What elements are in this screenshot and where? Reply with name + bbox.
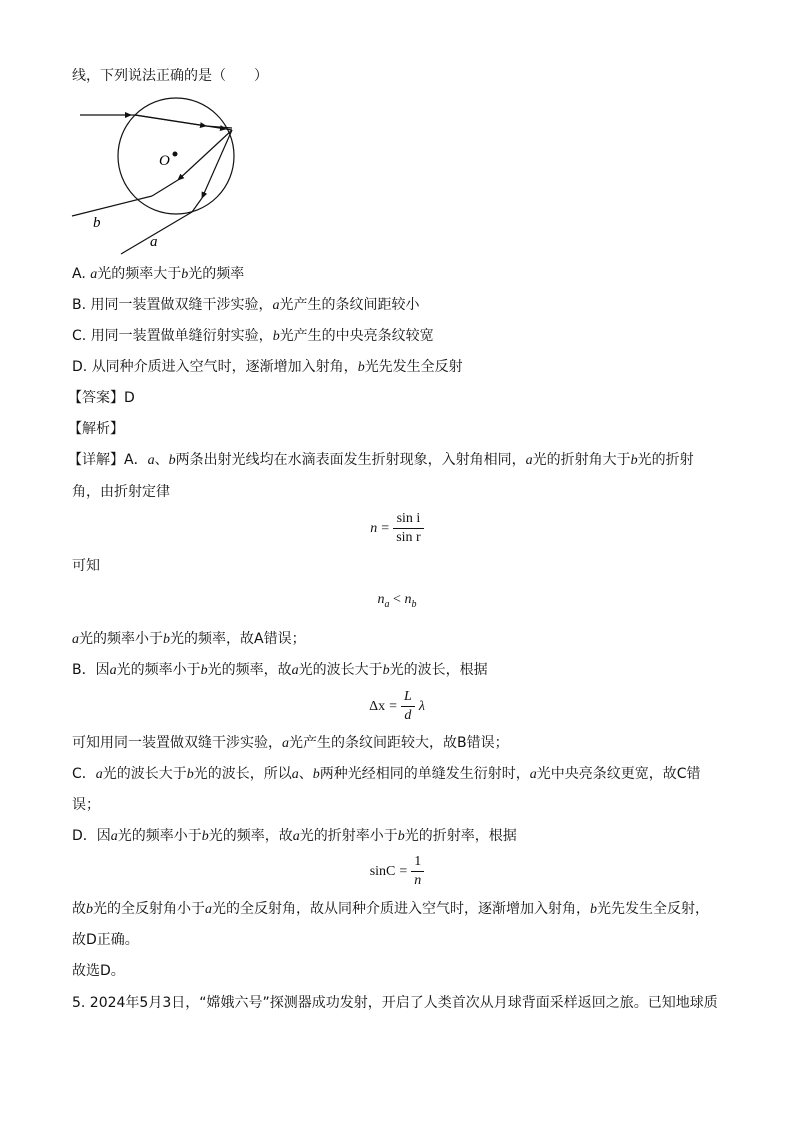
- equation-snell: n = $\frac{\text{sin i}}{\text{sin r}}$: [0, 510, 794, 547]
- equation-index-compare: $n_a < n_b$: [377, 592, 417, 610]
- detail-a-conclusion: a光的频率小于b光的频率，故A错误；: [72, 631, 306, 647]
- detail-c-line2: 误；: [72, 797, 100, 813]
- refracted-ray-lower: [135, 115, 206, 126]
- equation-fringe-spacing: Δx = $\frac{L}{d}$ λ: [369, 689, 425, 723]
- reflected-ray-a: [202, 130, 232, 198]
- detail-d-conclusion-2: 故D正确。: [72, 932, 139, 948]
- option-b[interactable]: B. 用同一装置做双缝干涉实验，a光产生的条纹间距较小: [72, 297, 420, 313]
- detail-know: 可知: [72, 558, 100, 574]
- equation-critical-angle: sinC = $\frac{1}{n}$: [0, 853, 794, 890]
- detail-d-conclusion: 故b光的全反射角小于a光的全反射角，故从同种介质进入空气时，逐渐增加入射角，b光先发生全反射，: [72, 901, 709, 917]
- option-d[interactable]: D. 从同种介质进入空气时，逐渐增加入射角，b光先发生全反射: [72, 359, 463, 375]
- label-o: O: [159, 153, 170, 169]
- label-a: a: [150, 234, 158, 250]
- label-b: b: [93, 215, 101, 231]
- option-a[interactable]: A. a光的频率大于b光的频率: [72, 266, 245, 282]
- reflected-ray-b: [178, 130, 232, 180]
- detail-b-line1: B．因a光的频率小于b光的频率，故a光的波长大于b光的波长，根据: [72, 662, 488, 678]
- detail-a-line1: 【详解】A．a、b两条出射光线均在水滴表面发生折射现象，入射角相同，a光的折射角大于b光的折射: [68, 452, 694, 468]
- next-question: 5. 2024年5月3日，“嫦娥六号”探测器成功发射，开启了人类首次从月球背面采样返回之旅。已知地球质: [72, 995, 718, 1011]
- exit-ray-b: [72, 196, 152, 216]
- refraction-diagram: [66, 96, 256, 260]
- answer-line: 【答案】D: [68, 390, 135, 406]
- detail-b-conclusion: 可知用同一装置做双缝干涉实验，a光产生的条纹间距较大，故B错误；: [72, 735, 509, 751]
- detail-d-line1: D．因a光的频率小于b光的频率，故a光的折射率小于b光的折射率，根据: [72, 828, 517, 844]
- final-choice: 故选D。: [72, 963, 125, 979]
- question-intro: 线，下列说法正确的是（ ）: [72, 68, 268, 84]
- detail-c-line1: C．a光的波长大于b光的波长，所以a、b两种光经相同的单缝发生衍射时，a光中央亮条纹更宽，故C错: [72, 766, 701, 782]
- detail-a-line2: 角，由折射定律: [72, 484, 170, 500]
- option-c[interactable]: C. 用同一装置做单缝衍射实验，b光产生的中央亮条纹较宽: [72, 328, 434, 344]
- analysis-label: 【解析】: [68, 421, 124, 437]
- center-point: [173, 152, 178, 157]
